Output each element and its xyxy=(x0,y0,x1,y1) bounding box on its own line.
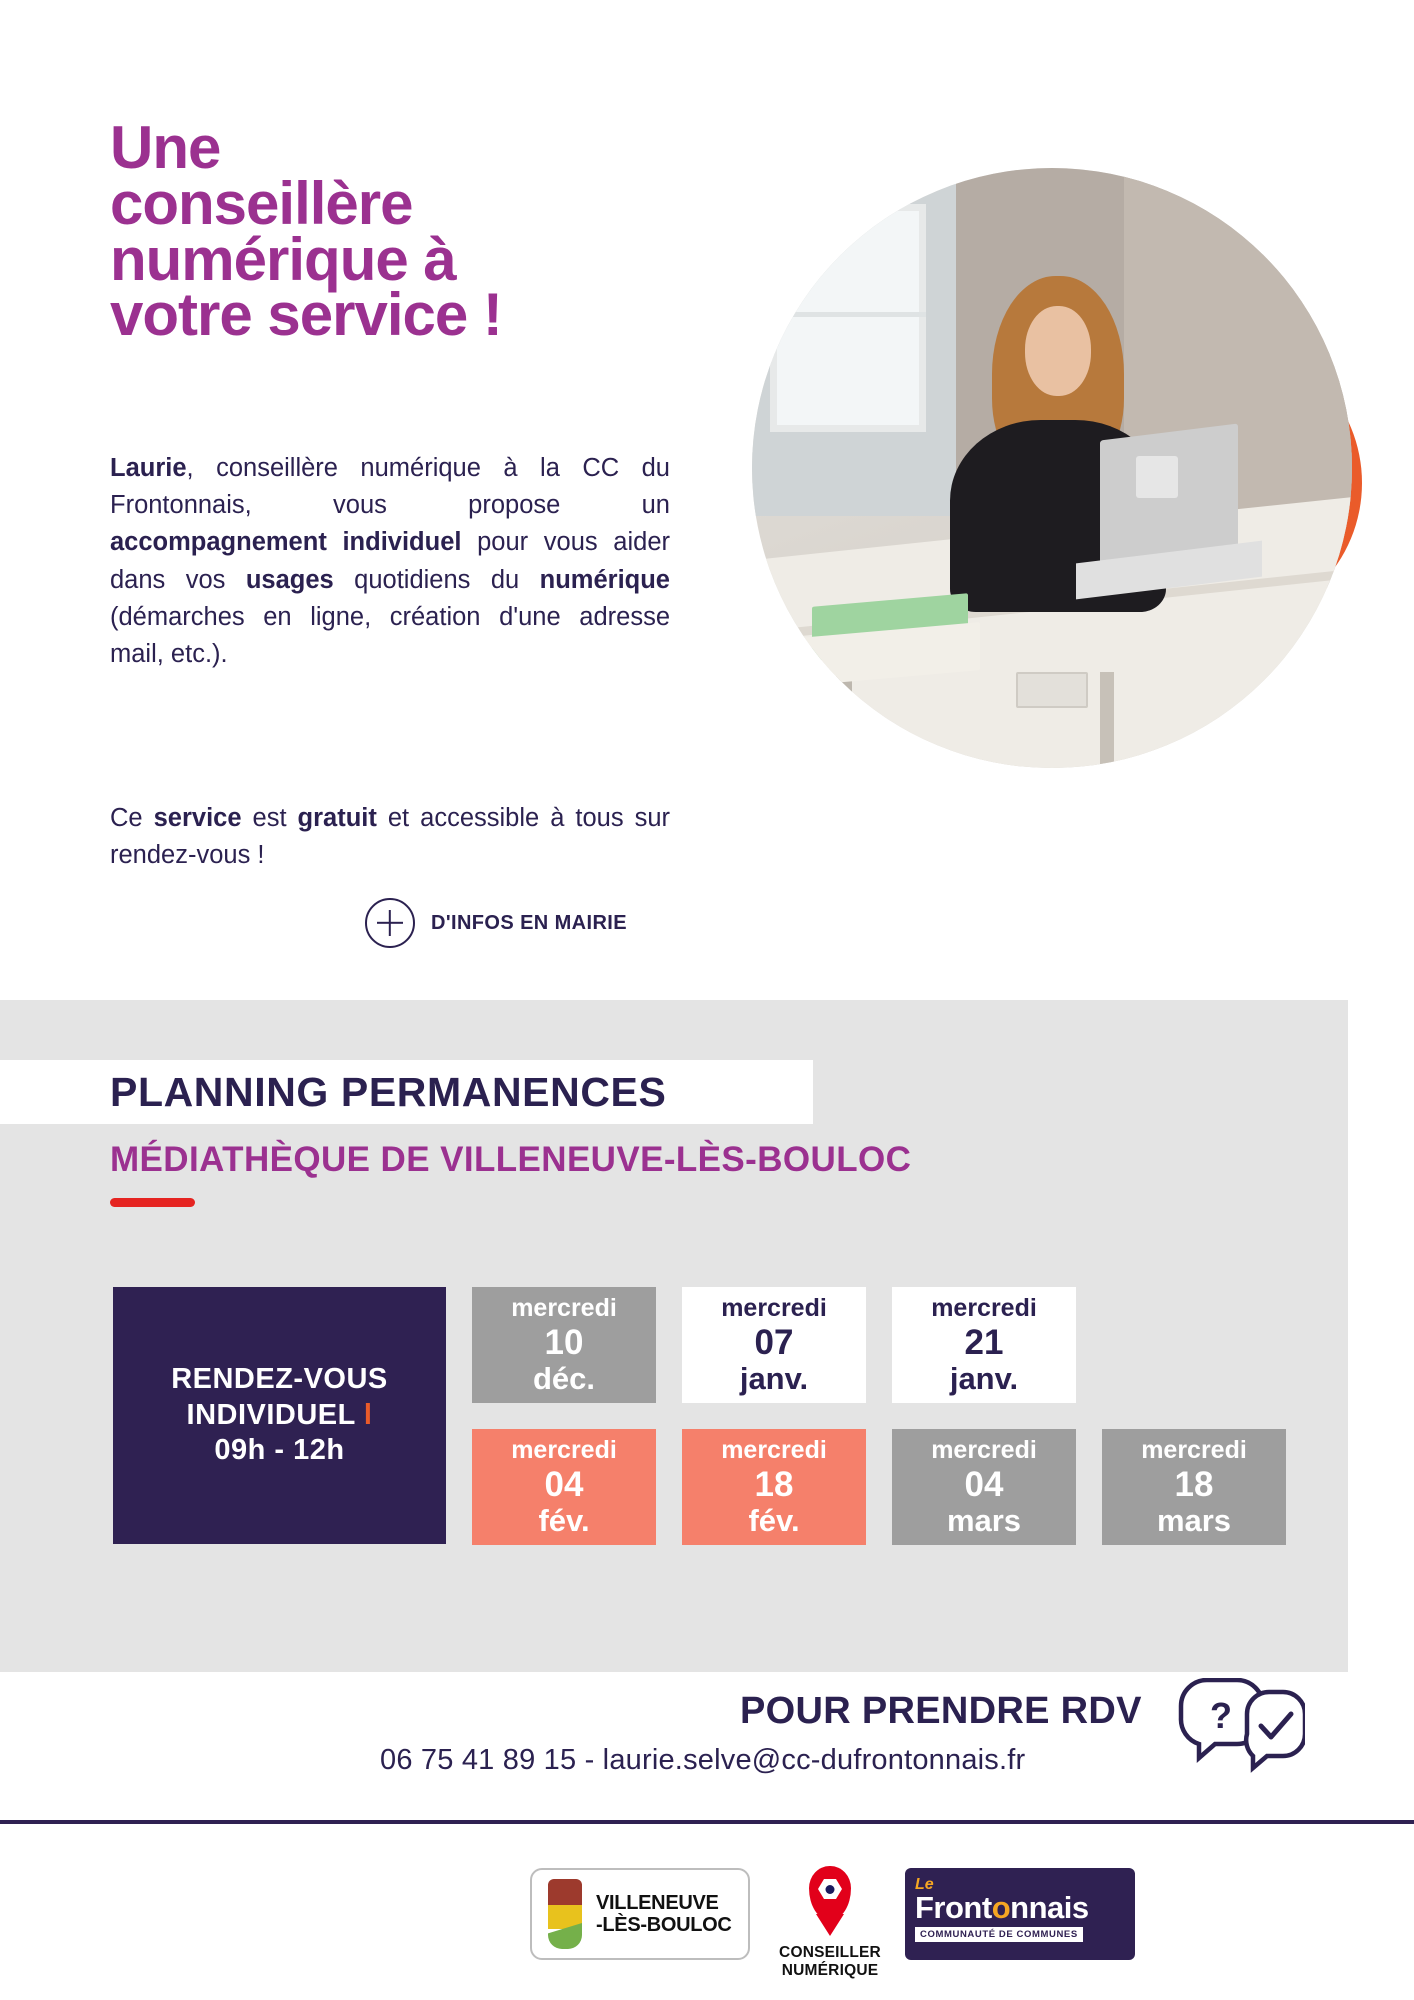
planning-subtitle: MÉDIATHÈQUE DE VILLENEUVE-LÈS-BOULOC xyxy=(110,1140,912,1179)
date-card-dow: mercredi xyxy=(511,1293,617,1322)
footer-divider xyxy=(0,1820,1414,1824)
date-card-month: déc. xyxy=(532,1360,596,1396)
date-card-row-2 xyxy=(472,1429,1286,1545)
planning-title: PLANNING PERMANENCES xyxy=(110,1069,667,1115)
logo-villeneuve-les-bouloc xyxy=(530,1868,750,1960)
date-card-day: 18 xyxy=(754,1464,794,1504)
date-card xyxy=(1102,1429,1286,1545)
date-card xyxy=(892,1429,1076,1545)
date-card-month: janv. xyxy=(739,1360,809,1396)
rdv-info-box xyxy=(113,1287,446,1544)
date-card xyxy=(682,1429,866,1545)
map-pin-icon xyxy=(809,1866,851,1920)
date-card xyxy=(892,1287,1076,1403)
page-title xyxy=(110,114,730,349)
date-card xyxy=(472,1287,656,1403)
date-card-day: 21 xyxy=(964,1322,1004,1362)
date-card-day: 04 xyxy=(544,1464,584,1504)
date-card-day: 07 xyxy=(754,1322,794,1362)
free-service-paragraph: Ce service est gratuit et accessible à tous sur rendez-vous ! xyxy=(110,804,670,870)
rdv-line-3: 09h - 12h xyxy=(214,1434,345,1467)
red-underline-rule xyxy=(110,1198,195,1207)
date-card-day: 18 xyxy=(1174,1464,1214,1504)
date-card xyxy=(682,1287,866,1403)
date-card-day: 04 xyxy=(964,1464,1004,1504)
logo-frontonnais-name: Frontonnais xyxy=(915,1890,1089,1925)
logo-conseiller-line-1: CONSEILLER xyxy=(779,1944,881,1961)
date-card-dow: mercredi xyxy=(721,1293,827,1322)
date-card-dow: mercredi xyxy=(721,1435,827,1464)
logo-villeneuve-line-2: -LÈS-BOULOC xyxy=(596,1914,732,1936)
advisor-photo xyxy=(752,168,1352,768)
headline-line-3: numérique à xyxy=(110,225,456,293)
planning-section xyxy=(0,1000,1348,1672)
logo-frontonnais-sub: COMMUNAUTÉ DE COMMUNES xyxy=(915,1927,1083,1942)
intro-paragraph: Laurie, conseillère numérique à la CC du Frontonnais, vous propose un accompagnement individuel pour vous aider dans vos usages quotidiens du numérique (démarches en ligne, création d'une adresse mail, etc.). xyxy=(110,454,671,669)
date-card xyxy=(472,1429,656,1545)
schedule-grid xyxy=(113,1287,1286,1545)
date-card-month: mars xyxy=(946,1502,1022,1538)
logo-conseiller-numerique xyxy=(775,1866,885,1980)
headline-line-4: votre service ! xyxy=(110,281,502,349)
date-cards xyxy=(472,1287,1286,1545)
question-check-speech-bubble-icon xyxy=(1175,1678,1305,1774)
contact-title: POUR PRENDRE RDV xyxy=(740,1690,1142,1732)
hero-photo-group xyxy=(752,168,1352,768)
date-card-dow: mercredi xyxy=(931,1435,1037,1464)
more-info-badge xyxy=(365,898,627,948)
rdv-line-2-accent: l xyxy=(363,1398,373,1431)
more-info-label: D'INFOS EN MAIRIE xyxy=(431,911,628,934)
logo-frontonnais-le: Le xyxy=(915,1876,934,1893)
footer-logos xyxy=(0,1850,1414,2000)
date-card-month: mars xyxy=(1156,1502,1232,1538)
svg-text:?: ? xyxy=(1210,1695,1232,1736)
date-card-dow: mercredi xyxy=(1141,1435,1247,1464)
headline-line-1: Une xyxy=(110,114,221,181)
date-card-month: fév. xyxy=(748,1502,800,1538)
logo-le-frontonnais xyxy=(905,1868,1135,1960)
rdv-line-2 xyxy=(187,1398,373,1433)
date-card-month: janv. xyxy=(949,1360,1019,1396)
date-card-month: fév. xyxy=(538,1502,590,1538)
contact-details[interactable]: 06 75 41 89 15 - laurie.selve@cc-dufrontonnais.fr xyxy=(380,1744,1026,1776)
logo-conseiller-text xyxy=(775,1944,885,1980)
headline-line-2: conseillère xyxy=(110,169,413,237)
shield-crest-icon xyxy=(542,1879,588,1949)
rdv-line-1: RENDEZ-VOUS xyxy=(171,1363,388,1396)
date-card-dow: mercredi xyxy=(511,1435,617,1464)
date-card-row-1 xyxy=(472,1287,1286,1403)
plus-circle-icon xyxy=(365,898,415,948)
date-card-dow: mercredi xyxy=(931,1293,1037,1322)
logo-conseiller-line-2: NUMÉRIQUE xyxy=(781,1961,879,1979)
date-card-day: 10 xyxy=(544,1322,584,1362)
rdv-line-2-label: INDIVIDUEL xyxy=(186,1398,356,1431)
logo-villeneuve-text xyxy=(596,1892,732,1937)
logo-villeneuve-line-1: VILLENEUVE xyxy=(596,1891,719,1914)
